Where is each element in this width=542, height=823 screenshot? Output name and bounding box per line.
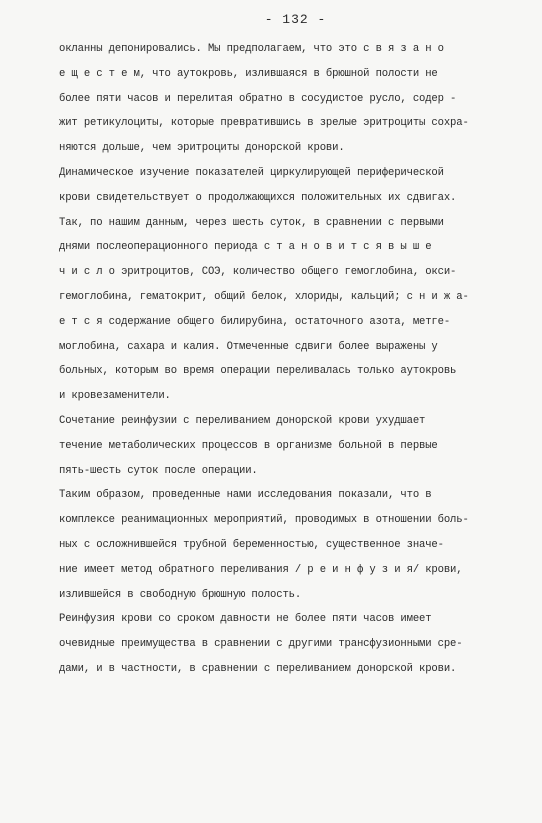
text-line: Сочетание реинфузии с переливанием донорской крови ухудшает bbox=[59, 414, 426, 427]
text-line: Динамическое изучение показателей циркулирующей периферической bbox=[59, 166, 444, 179]
text-line: ние имеет метод обратного переливания / р е и н ф у з и я/ крови, bbox=[59, 563, 463, 576]
text-line: более пяти часов и перелитая обратно в сосудистое русло, содер - bbox=[59, 92, 457, 105]
paragraph-1 bbox=[59, 37, 508, 161]
page-number: - 132 - bbox=[264, 12, 327, 27]
text-line: Реинфузия крови со сроком давности не более пяти часов имеет bbox=[59, 613, 432, 626]
text-line: Так, по нашим данным, через шесть суток, в сравнении с первыми bbox=[59, 216, 444, 229]
text-line: течение метаболических процессов в организме больной в первые bbox=[59, 439, 438, 452]
text-line: моглобина, сахара и калия. Отмеченные сдвиги более выражены у bbox=[59, 340, 438, 353]
text-line: больных, которым во время операции переливалась только аутокровь bbox=[59, 365, 457, 378]
text-line: крови свидетельствует о продолжающихся положительных их сдвигах. bbox=[59, 191, 457, 204]
text-line: е щ е с т е м, что аутокровь, излившаяся в брюшной полости не bbox=[59, 67, 438, 80]
text-line: жит ретикулоциты, которые превратившись в зрелые эритроциты сохра- bbox=[59, 117, 469, 130]
text-line: пять-шесть суток после операции. bbox=[59, 464, 258, 477]
text-line: очевидные преимущества в сравнении с другими трансфузионными сре- bbox=[59, 638, 463, 651]
text-line: няются дольше, чем эритроциты донорской крови. bbox=[59, 142, 345, 155]
text-line: комплексе реанимационных мероприятий, проводимых в отношении боль- bbox=[59, 514, 469, 527]
text-line: Таким образом, проведенные нами исследования показали, что в bbox=[59, 489, 432, 502]
text-line: дами, и в частности, в сравнении с переливанием донорской крови. bbox=[59, 662, 457, 675]
text-line: окланны депонировались. Мы предполагаем, что это с в я з а н о bbox=[59, 43, 444, 55]
text-line: гемоглобина, гематокрит, общий белок, хлориды, кальций; с н и ж а- bbox=[59, 290, 469, 303]
paragraph-2 bbox=[59, 161, 508, 409]
text-line: ных с осложнившейся трубной беременностью, существенное значе- bbox=[59, 538, 444, 551]
text-line: и кровезаменители. bbox=[59, 390, 171, 403]
text-line: излившейся в свободную брюшную полость. bbox=[59, 588, 302, 601]
text-line: е т с я содержание общего билирубина, остаточного азота, метге- bbox=[59, 315, 451, 328]
paragraph-5 bbox=[59, 607, 508, 681]
paragraph-3 bbox=[59, 409, 508, 483]
text-line: днями послеоперационного периода с т а н о в и т с я в ы ш е bbox=[59, 241, 432, 254]
text-line: ч и с л о эритроцитов, СОЭ, количество общего гемоглобина, окси- bbox=[59, 266, 457, 279]
paragraph-4 bbox=[59, 483, 508, 607]
